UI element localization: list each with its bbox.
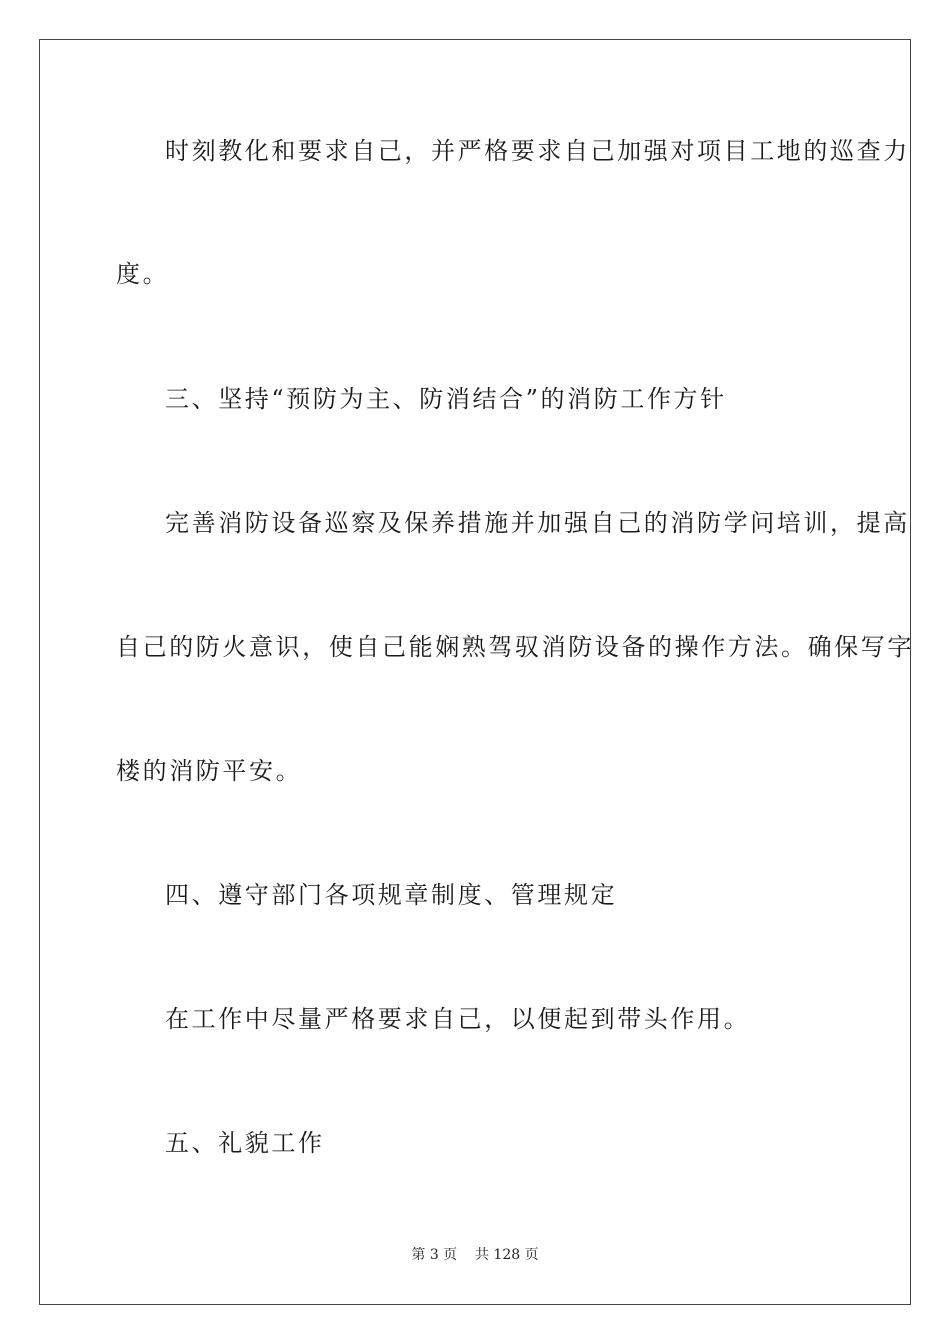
text-line-1: 时刻教化和要求自己，并严格要求自己加强对项目工地的巡查力 [165,137,910,165]
text-line-4: 完善消防设备巡察及保养措施并加强自己的消防学问培训，提高 [165,509,910,537]
text-line-6: 楼的消防平安。 [116,757,303,785]
text-line-5: 自己的防火意识，使自己能娴熟驾驭消防设备的操作方法。确保写字 [116,633,914,661]
section-heading-5: 五、礼貌工作 [165,1129,325,1157]
text-line-2: 度。 [116,260,170,288]
page-border [39,39,911,1305]
page-number-footer: 第 3 页 共 128 页 [411,1247,539,1263]
section-heading-3: 三、坚持“预防为主、防消结合”的消防工作方针 [165,385,727,413]
section-heading-4: 四、遵守部门各项规章制度、管理规定 [165,881,618,909]
text-line-8: 在工作中尽量严格要求自己，以便起到带头作用。 [165,1005,751,1033]
